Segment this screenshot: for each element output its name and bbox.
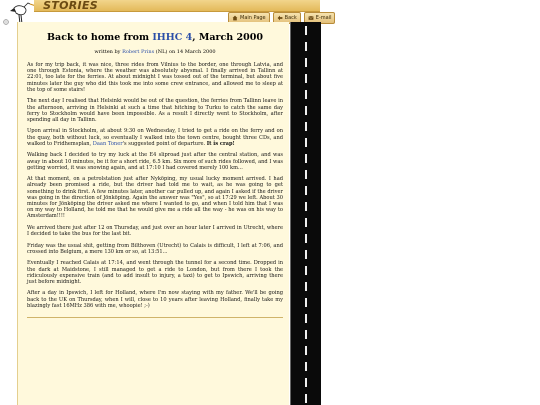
- road-center-line: [305, 26, 307, 404]
- byline-prefix: written by: [94, 49, 121, 55]
- back-label: Back: [284, 15, 297, 21]
- story-paragraph-5: At that moment, on a petrolstation just after Nyköping, my usual lucky moment arrived. I had already been promised a ride, but the driver had told me to wait, as he was going to get something to drink first. A few minutes later, another car pulled up, and again I asked if the driver was going in the direction of Jönköping. Again the answer was "Yes", so at 17:29 we left. About 30 minutes for Jönköping the driver asked me where I wanted to go, and when I told him that I was on my way to Holland, he told me that he would give me a ride all the way - he was on his way to Amsterdam!!!!: [27, 176, 283, 220]
- story-paragraph-6: We arrived there just after 12 on Thursday, and just over an hour later I arrived in Utrecht, where I decided to take the bus for the last bit.: [27, 224, 283, 238]
- story-title: [27, 32, 283, 44]
- road-graphic: [290, 22, 321, 405]
- banner-title: STORIES: [43, 0, 98, 12]
- nav-bar: [228, 12, 335, 22]
- story-paragraph-8: Eventually I reached Calais at 17:14, and went through the tunnel for a second time. Dropped in the dark at Maidstone, I still managed to get a ride to London, but from there I took the ridiculously expensive train (and to add insult to injury, a taxi) to get to Ipswich, arriving there just before midnight.: [27, 260, 283, 285]
- title-suffix: , March 2000: [192, 32, 263, 43]
- back-arrow-icon: [277, 15, 283, 21]
- story-paragraph-1: As for my trip back, it was nice, three rides from Vilnius to the border, one through Latvia, and one through Estonia, where the weather was absolutely abysmal. I finally arrived in Tallinn at 22:01, too late for the ferries. At about midnight I was tossed out of the terminal, but about five minutes later the guy who did this took me into some crew entrance, and allowed me to sleep at the top of some stairs!: [27, 62, 283, 93]
- banner-bar: [34, 0, 320, 12]
- byline: [27, 49, 283, 55]
- story-paragraph-7: Friday was the usual shit, getting from Bilthoven (Utrecht) to Calais is difficult, I left at 7:06, and crossed into Belgium, a mere 130 km or so, at 13:51...: [27, 242, 283, 255]
- ihhc-link[interactable]: IHHC 4: [152, 32, 193, 43]
- byline-suffix: (NL) on 14 March 2000: [155, 49, 216, 55]
- para3-before: Upon arrival in Stockholm, at about 9:30 on Wednesday, I tried to get a ride on the ferry and on the quay, both without luck, so eventually I walked into the town centre, bought three CDs, and walked to Fridhemsplan,: [27, 128, 283, 147]
- story-paragraph-9: After a day in Ipswich, I left for Holland, where I'm now staying with my father. We'll be going back to the UK on Thursday, when I will, close to 10 years after leaving Holland, finally take my blazingly fast 16MHz 386 with me, whoopie! ;-): [27, 290, 283, 309]
- story-paragraph-4: Walking back I decided to try my luck at the E4 sliproad just after the central station, and was away in about 10 minutes, be it for a short ride, 6.5 km. Six more of such rides followed, and I was getting worried, it was snowing again, and at 17:10 I had covered merely 100 km...: [27, 152, 283, 171]
- home-icon: [232, 15, 238, 21]
- story-paragraph-3: [27, 128, 283, 147]
- para3-bold: It is crap!: [206, 140, 235, 147]
- story-content: [17, 22, 289, 405]
- content-divider: [27, 317, 283, 318]
- story-paragraph-2: The next day I realised that Helsinki would be out of the question, the ferries from Tallinn leave in the afternoon, arriving in Helsinki at such a time that hitching to Turku to catch the same day ferry to Stockholm would have been impossible. As a result I directly went to Stockholm, after spending all day in Tallinn.: [27, 98, 283, 123]
- para3-middle: 's suggested point of departure.: [122, 140, 206, 147]
- mail-icon: [308, 15, 314, 21]
- email-label: E-mail: [315, 15, 332, 21]
- author-link[interactable]: Robert Prins: [122, 49, 155, 55]
- title-prefix: Back to home from: [47, 32, 150, 43]
- main-page-label: Main Page: [240, 15, 266, 21]
- daan-toner-link[interactable]: Daan Toner: [92, 140, 123, 147]
